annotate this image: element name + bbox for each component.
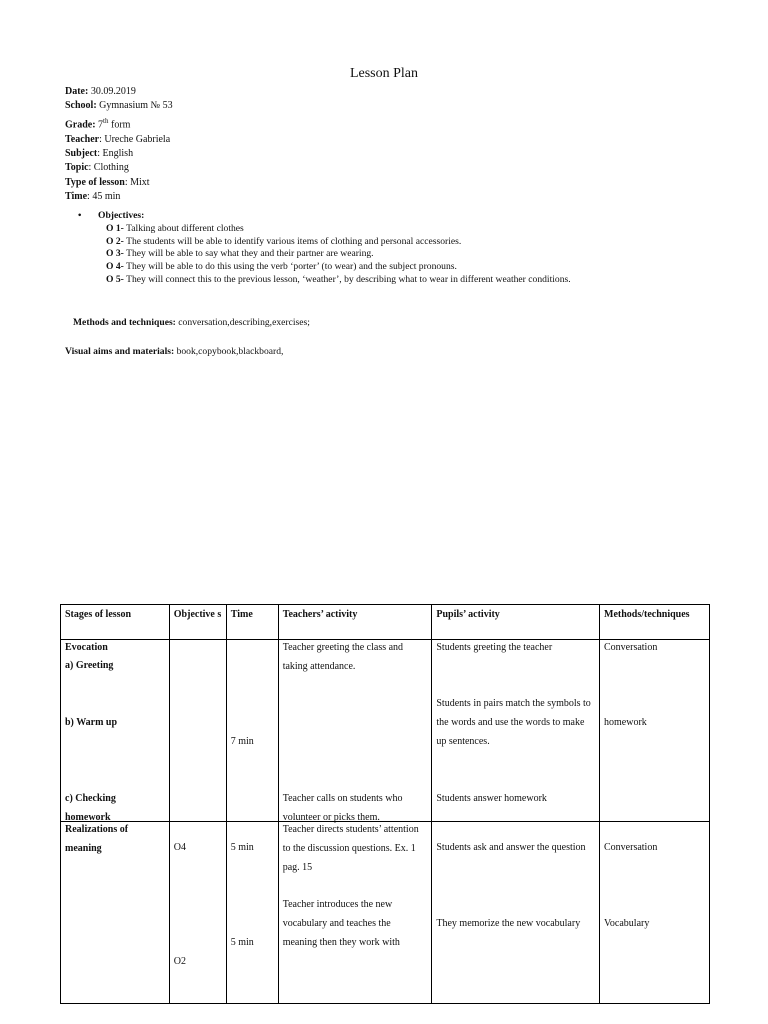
objective-item: O 1- Talking about different clothes <box>106 222 244 234</box>
table-header-row <box>61 605 710 640</box>
pupils-activity-cell <box>432 822 600 1004</box>
meta-grade: Grade: 7th form <box>65 116 131 131</box>
activity-text: Teacher calls on students who volunteer or picks them. <box>282 793 403 823</box>
method-text: Conversation <box>604 642 658 653</box>
activity-text: Students in pairs match the symbols to the words and use the words to make up sentences. <box>436 698 591 747</box>
objective-item: O 4- They will be able to do this using the verb ‘porter’ (to wear) and the subject pronouns. <box>106 261 457 273</box>
stage-cell <box>61 822 170 1004</box>
lesson-table <box>60 604 710 1004</box>
time-cell <box>226 822 278 1004</box>
pupils-activity-cell <box>432 640 600 822</box>
activity-text: Students greeting the teacher <box>436 642 553 653</box>
time-value: 7 min <box>230 736 254 747</box>
header-methods: Methods/techniques <box>600 605 710 640</box>
stage-title: Evocation <box>65 642 108 653</box>
activity-text: Teacher greeting the class and taking attendance. <box>282 642 404 672</box>
header-stages: Stages of lesson <box>61 605 170 640</box>
objectives-cell <box>169 640 226 822</box>
stage-step: b) Warm up <box>65 717 118 728</box>
time-cell <box>226 640 278 822</box>
methods-cell <box>600 822 710 1004</box>
stage-cell <box>61 640 170 822</box>
meta-time: Time: 45 min <box>65 191 121 203</box>
header-pupils-activity: Pupils’ activity <box>432 605 600 640</box>
header-objectives: Objective s <box>169 605 226 640</box>
activity-text: Teacher introduces the new vocabulary and teaches the meaning then they work with <box>282 899 400 948</box>
time-value: 5 min <box>230 842 254 853</box>
activity-text: Students ask and answer the question <box>436 842 586 853</box>
header-teachers-activity: Teachers’ activity <box>278 605 432 640</box>
objectives-heading: • Objectives: <box>78 210 145 221</box>
table-row <box>61 822 710 1004</box>
meta-school: School: Gymnasium № 53 <box>65 100 173 112</box>
meta-type: Type of lesson: Mixt <box>65 176 150 188</box>
objective-item: O 5- They will connect this to the previous lesson, ‘weather’, by describing what to wear in different weather conditions. <box>106 273 571 285</box>
activity-text: They memorize the new vocabulary <box>436 918 581 929</box>
stage-step: c) Checking homework <box>65 793 116 823</box>
lesson-meta <box>65 85 173 205</box>
document-title: Lesson Plan <box>349 66 419 81</box>
method-text: homework <box>604 717 647 728</box>
method-text: Vocabulary <box>604 918 650 929</box>
objective-item: O 2- The students will be able to identify various items of clothing and personal accessories. <box>106 235 462 247</box>
activity-text: Students answer homework <box>436 793 547 804</box>
header-time: Time <box>226 605 278 640</box>
table-row <box>61 640 710 822</box>
objectives-cell <box>169 822 226 1004</box>
objective-code: O2 <box>173 956 187 967</box>
objectives-section <box>78 210 571 287</box>
meta-teacher: Teacher: Ureche Gabriela <box>65 133 171 145</box>
objective-code: O4 <box>173 842 187 853</box>
teacher-activity-cell <box>278 640 432 822</box>
methods-cell <box>600 640 710 822</box>
method-text: Conversation <box>604 842 658 853</box>
methods-line: Methods and techniques: conversation,describing,exercises; <box>73 317 310 328</box>
objective-item: O 3- They will be able to say what they and their partner are wearing. <box>106 248 374 260</box>
meta-topic: Topic: Clothing <box>65 162 129 174</box>
time-value: 5 min <box>230 937 254 948</box>
meta-subject: Subject: English <box>65 147 134 159</box>
stage-title: Realizations of meaning <box>65 824 129 854</box>
teacher-activity-cell <box>278 822 432 1004</box>
activity-text: Teacher directs students’ attention to the discussion questions. Ex. 1 pag. 15 <box>282 824 419 873</box>
visual-materials-line: Visual aims and materials: book,copybook,blackboard, <box>65 346 284 357</box>
meta-date: Date: 30.09.2019 <box>65 86 136 97</box>
stage-step: a) Greeting <box>65 660 114 671</box>
